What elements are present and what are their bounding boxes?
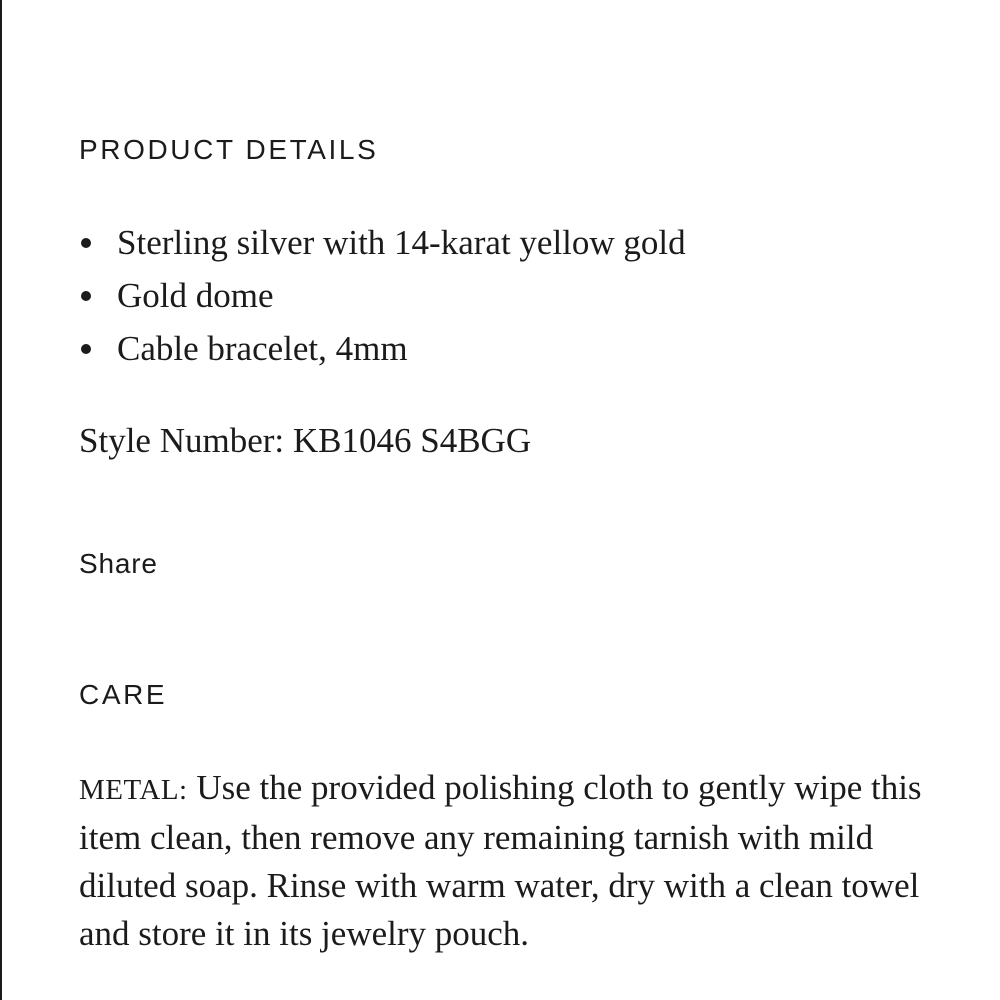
list-item <box>79 327 686 380</box>
list-item-text: Cable bracelet, 4mm <box>117 329 408 368</box>
care-description <box>79 764 959 958</box>
bullet-icon <box>81 291 91 301</box>
product-details-list <box>79 221 686 380</box>
style-number: Style Number: KB1046 S4BGG <box>79 421 532 460</box>
list-item-text: Gold dome <box>117 276 274 315</box>
bullet-icon <box>81 238 91 248</box>
share-button[interactable]: Share <box>79 548 158 579</box>
list-item <box>79 221 686 274</box>
left-border <box>0 0 2 1000</box>
list-item-text: Sterling silver with 14-karat yellow gold <box>117 223 686 262</box>
product-details-heading: PRODUCT DETAILS <box>79 134 379 165</box>
bullet-icon <box>81 344 91 354</box>
list-item <box>79 274 686 327</box>
care-heading: CARE <box>79 679 168 710</box>
metal-label: METAL: <box>79 774 188 806</box>
metal-care-text: Use the provided polishing cloth to gently wipe this item clean, then remove any remaining tarnish with mild diluted soap. Rinse with warm water, dry with a clean towel and store it in its jewelry pouch. <box>79 768 922 953</box>
